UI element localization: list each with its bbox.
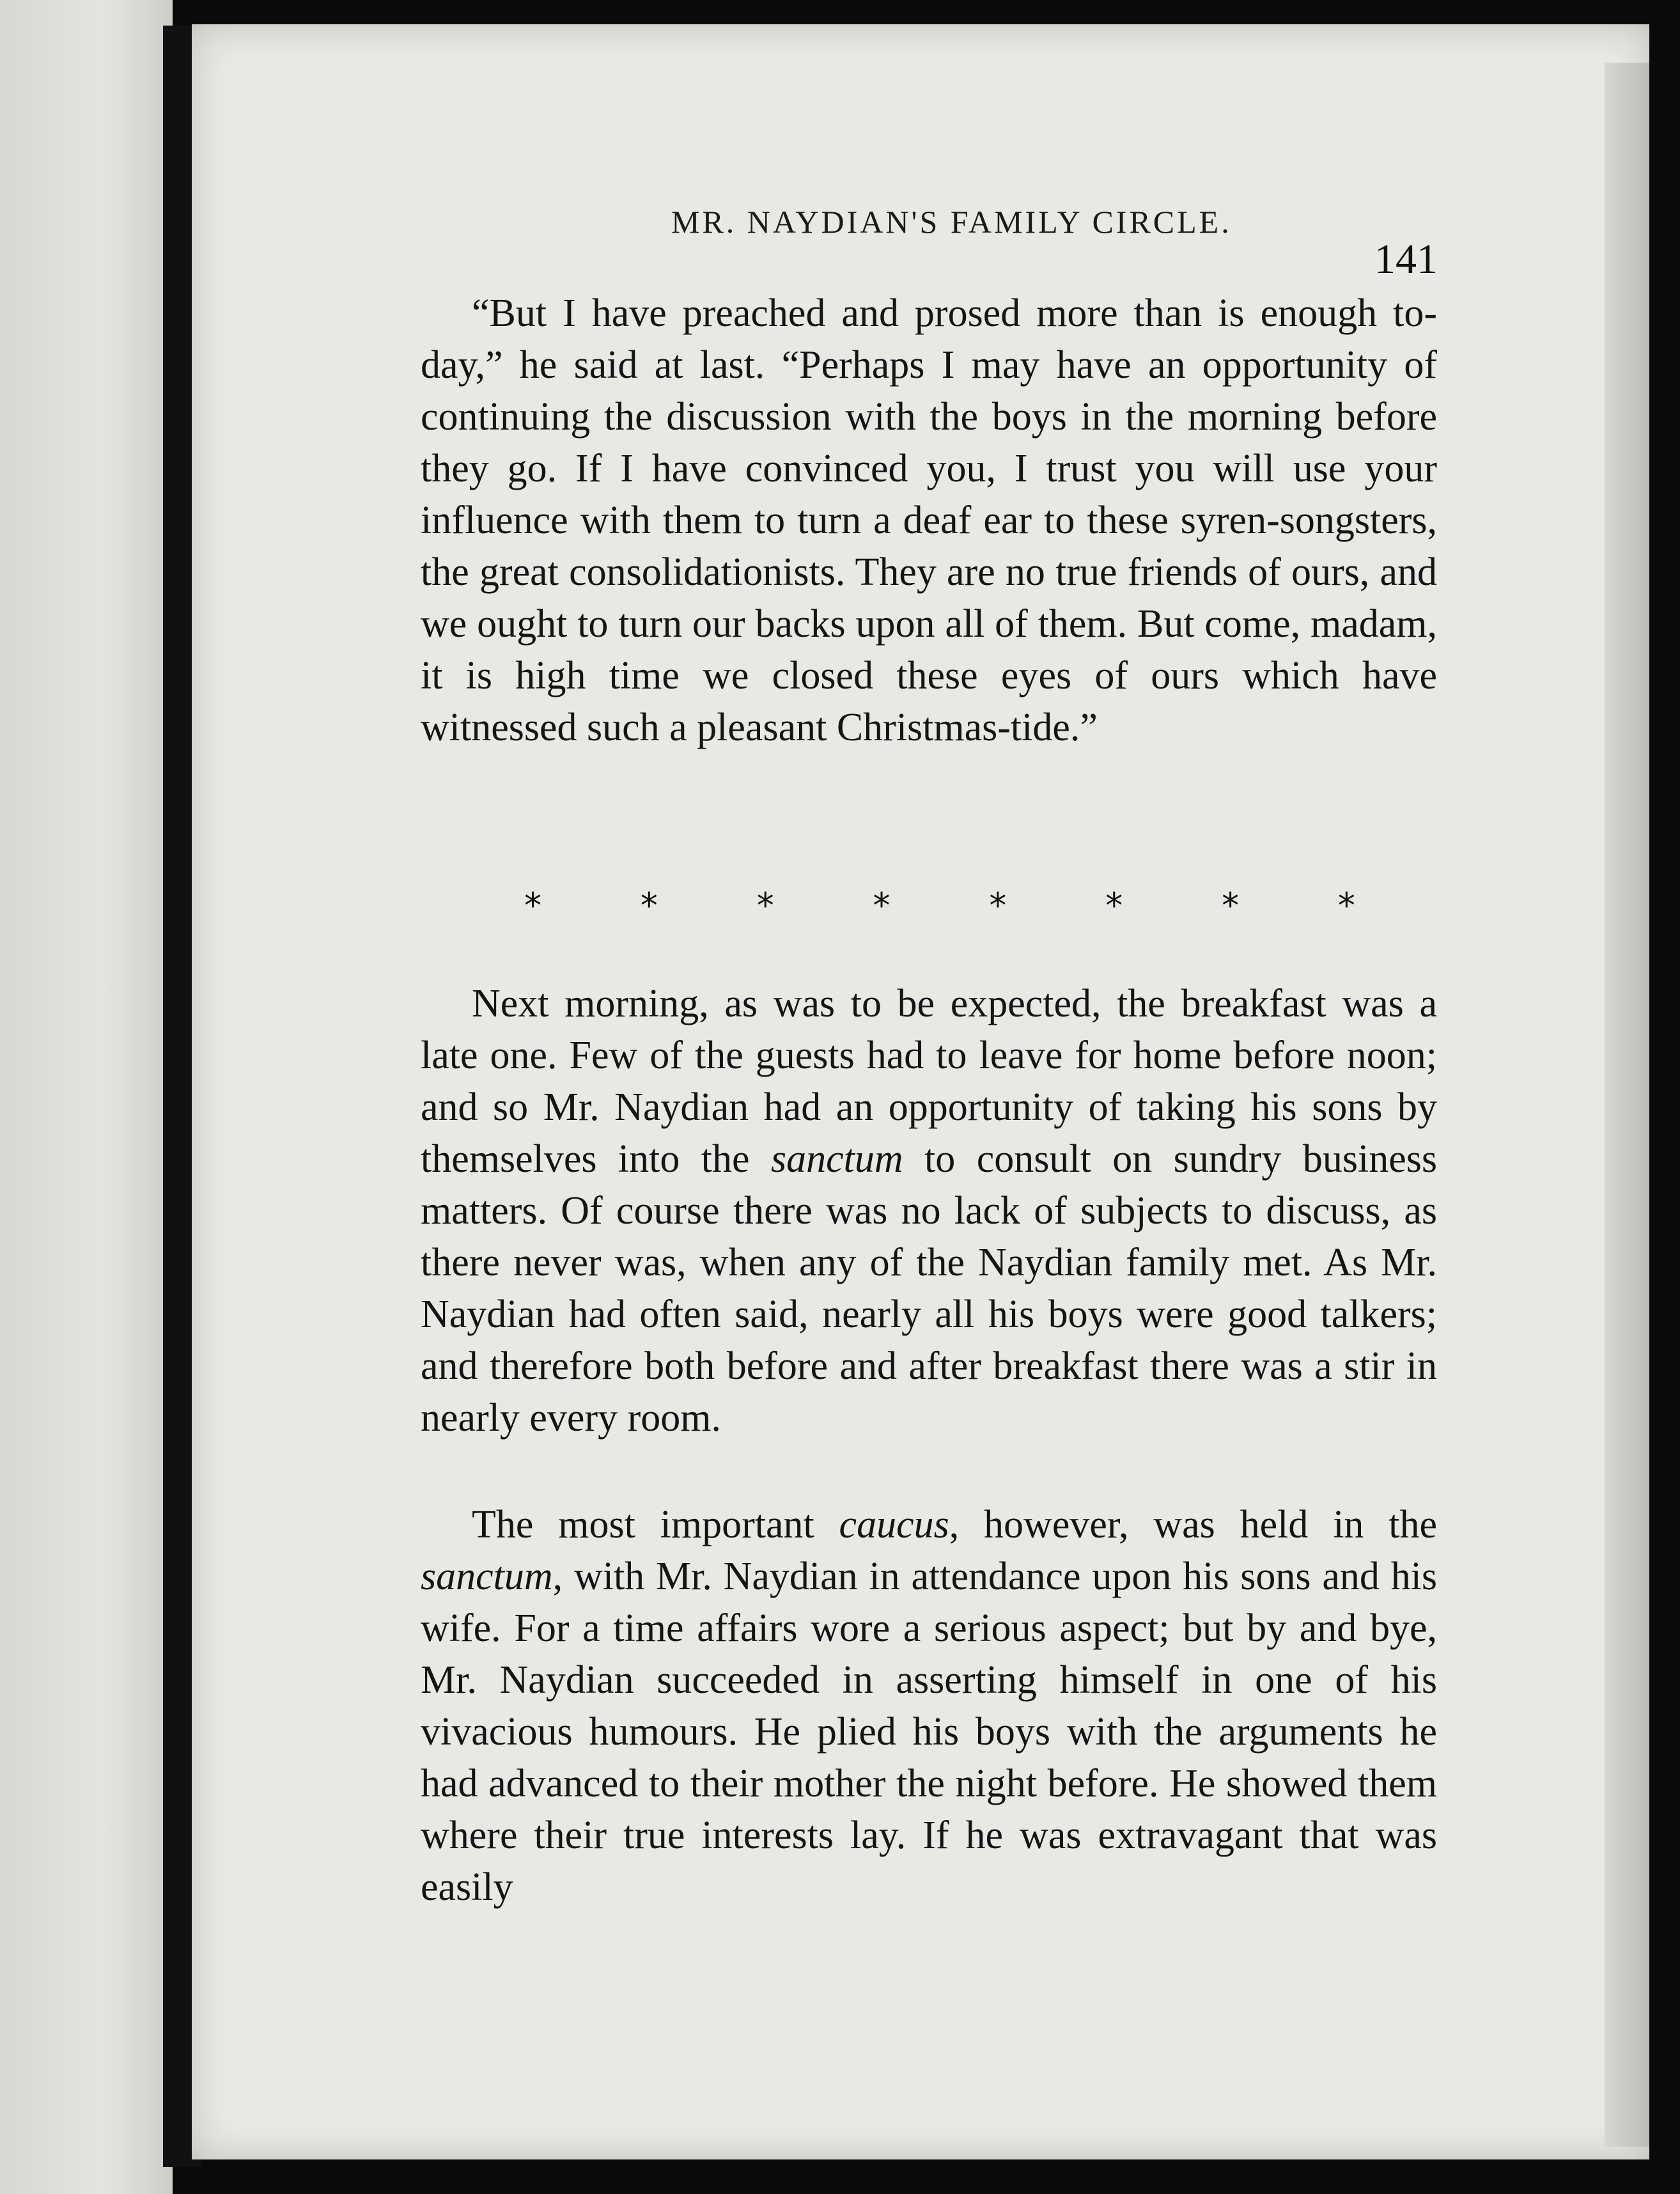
star-glyph: * [756,885,774,926]
facing-page-edge [0,0,173,2194]
paragraph-closing-speech [421,288,1437,754]
page-number: 141 [1374,236,1438,283]
paragraph-text [421,978,1437,1444]
italic-term: sanctum [421,1555,553,1598]
star-glyph: * [873,885,891,926]
paragraph-next-morning [421,978,1437,1444]
text-run: The most important [472,1503,839,1546]
star-glyph: * [640,885,658,926]
star-glyph: * [1105,885,1123,926]
text-run: , however, was held in the [949,1503,1437,1546]
section-break-stars [524,885,1355,926]
italic-term: sanctum [770,1137,903,1181]
text-run: , with Mr. Naydian in attendance upon his sons and his wife. For a time affairs wore a serious aspect; but by and bye, Mr. Naydian succeeded in asserting himself in one of his vivacious humours. He plied his boys with the arguments he had advanced to their mother the night before. He showed them where their true interests lay. If he was extravagant that was easily [421,1555,1437,1909]
running-head: MR. NAYDIAN'S FAMILY CIRCLE. [671,204,1232,240]
page-fore-edge [1605,63,1649,2147]
star-glyph: * [1337,885,1355,926]
star-glyph: * [989,885,1007,926]
star-glyph: * [524,885,541,926]
text-run: to consult on sundry business matters. Of course there was no lack of subjects to discuss, as there never was, when any of the Naydian family met. As Mr. Naydian had often said, nearly all his boys were good talkers; and therefore both before and after breakfast there was a stir in nearly every room. [421,1137,1437,1440]
paragraph-text: “But I have preached and prosed more than is enough to-day,” he said at last. “Perhaps I may have an opportunity of continuing the discussion with the boys in the morning before they go. If I have convinced you, I trust you will use your influence with them to turn a deaf ear to these syren-songsters, the great consolidationists. They are no true friends of ours, and we ought to turn our backs upon all of them. But come, madam, it is high time we closed these eyes of ours which have witnessed such a pleasant Christmas-tide.” [421,292,1437,749]
paragraph-caucus [421,1499,1437,1913]
text-run: Next morning, as was to be expected, the breakfast was a late one. Few of the guests had to leave for home before noon; and so Mr. Naydian had an opportunity of taking his sons by themselves into the [421,982,1437,1181]
paragraph-text [421,1499,1437,1913]
italic-term: caucus [839,1503,949,1546]
star-glyph: * [1222,885,1240,926]
